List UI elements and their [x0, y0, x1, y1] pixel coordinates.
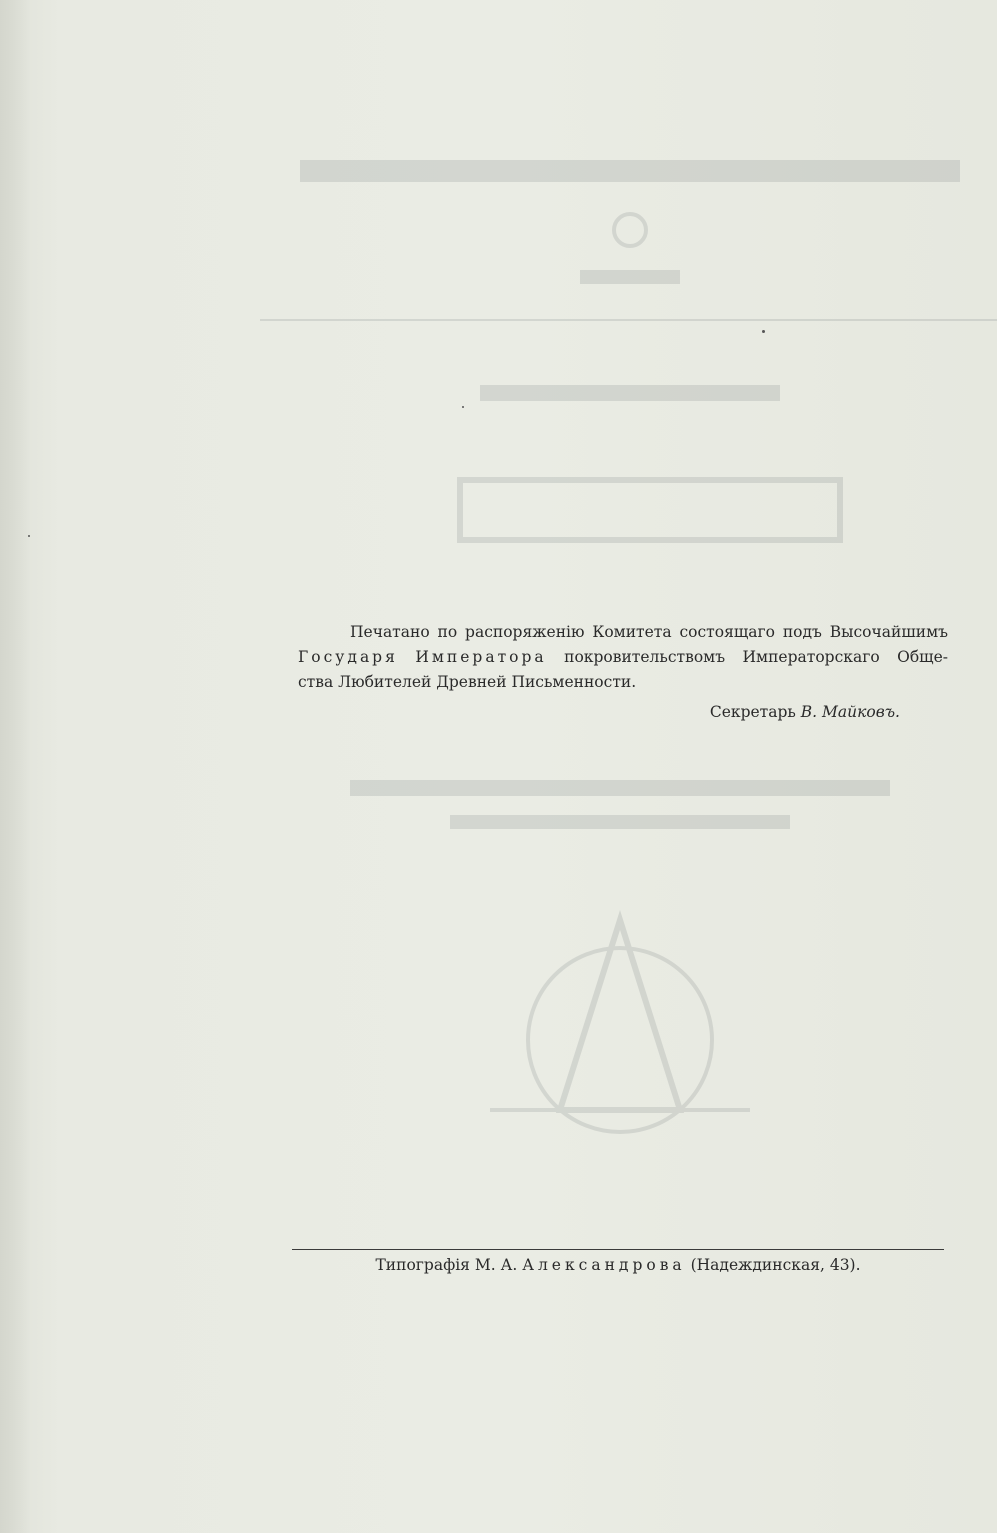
secretary-name: В. Майковъ.	[800, 703, 900, 721]
printer-rule	[292, 1249, 944, 1250]
paper-speck	[462, 406, 464, 408]
printer-surname: Александрова	[522, 1256, 686, 1274]
page-edge-shadow	[0, 0, 30, 1533]
imprint-line-1: Печатано по распоряженію Комитета состоящаго подъ Высочайшимъ	[350, 623, 948, 641]
paper-speck	[28, 535, 30, 537]
imprint-line-3: ства Любителей Древней Письменности.	[298, 673, 637, 691]
imperatora-word: Императора	[415, 648, 547, 666]
imprint-line-2: Государя Императора покровительствомъ Императорскаго Обще-	[298, 648, 948, 666]
printer-imprint	[292, 1254, 944, 1276]
gosudarya-word: Государя	[298, 648, 398, 666]
secretary-title: Секретарь	[709, 703, 796, 721]
imprint-notice	[298, 620, 948, 695]
printer-address: (Надеждинская, 43).	[690, 1256, 861, 1274]
paper-speck	[762, 330, 765, 333]
secretary-signature	[298, 700, 900, 725]
printer-prefix: Типографія М. А.	[375, 1256, 518, 1274]
